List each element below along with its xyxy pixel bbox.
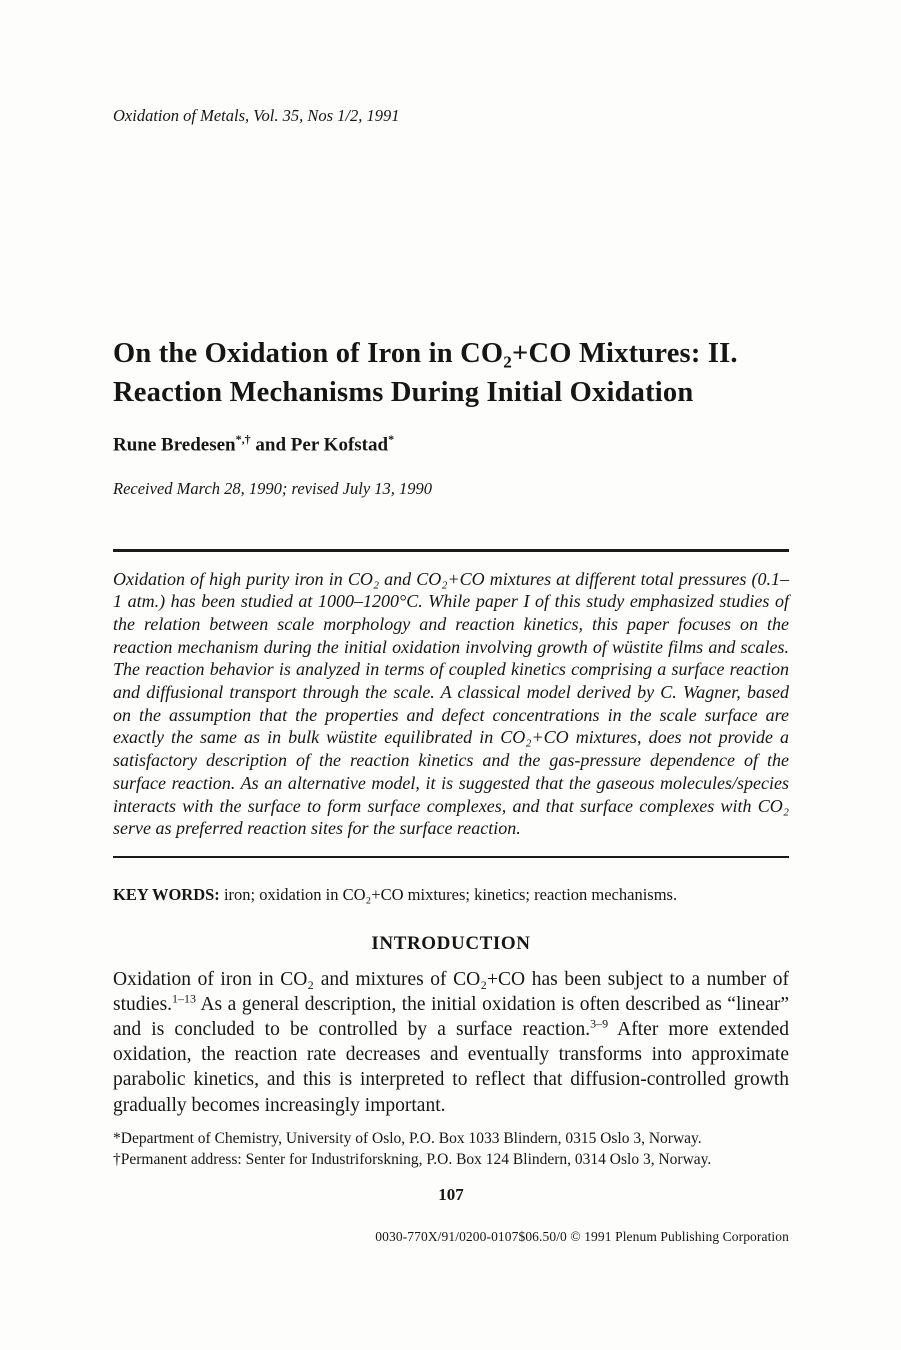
paper-title-line2: Reaction Mechanisms During Initial Oxidation (113, 377, 694, 409)
authors-line (113, 432, 789, 456)
section-heading-introduction: INTRODUCTION (371, 933, 531, 955)
author-affiliation-marks: * (388, 432, 395, 447)
author-affiliation-marks: *,† (235, 432, 251, 447)
abstract-text: Oxidation of high purity iron in CO₂ and CO₂+CO mixtures at different total pressures (0.1–1 atm.) has been studied at 1000–1200°C. While paper I of this study emphasized studies of the relation between scale morphology and reaction kinetics, this paper focuses on the reaction mechanism during the initial oxidation involving growth of wüstite films and scales. The reaction behavior is analyzed in terms of coupled kinetics comprising a surface reaction and diffusional transport through the scale. A classical model derived by C. Wagner, based on the assumption that the properties and defect concentrations in the scale surface are exactly the same as in bulk wüstite equilibrated in CO₂+CO mixtures, does not provide a satisfactory description of the reaction kinetics and the gas-pressure dependence of the surface reaction. As an alternative model, it is suggested that the gaseous molecules/species interacts with the surface to form surface complexes, and that surface complexes with CO₂ serve as preferred reaction sites for the surface reaction. (113, 568, 789, 839)
intro-paragraph (113, 967, 789, 1117)
intro-text-segment: As a general description, the initial oxidation is often described as “linear” and is concluded to be controlled by a surface reaction. (113, 994, 789, 1041)
abstract-top-rule (113, 549, 789, 552)
copyright-footer: 0030-770X/91/0200-0107$06.50/0 © 1991 Plenum Publishing Corporation (375, 1229, 789, 1245)
page-number: 107 (438, 1185, 464, 1205)
intro-text-segment: Oxidation of iron in CO₂ and mixtures of CO₂+CO has been subject to a number of studies. (113, 969, 789, 1016)
abstract-bottom-rule (113, 856, 789, 858)
keywords-label: KEY WORDS: (113, 884, 220, 904)
authors-connector: and (250, 434, 291, 456)
keywords-line (113, 884, 789, 905)
author-name: Rune Bredesen (113, 434, 236, 456)
received-dates-line: Received March 28, 1990; revised July 13, 1990 (113, 478, 433, 498)
footnote-affiliation: *Department of Chemistry, University of Oslo, P.O. Box 1033 Blindern, 0315 Oslo 3, Norway. (113, 1129, 702, 1147)
footnote-permanent-address: †Permanent address: Senter for Industriforskning, P.O. Box 124 Blindern, 0314 Oslo 3, Norway. (113, 1150, 712, 1168)
author-name: Per Kofstad (290, 434, 389, 456)
footnotes-block (113, 1128, 789, 1171)
paper-title-line1: On the Oxidation of Iron in CO₂+CO Mixtures: II. (113, 337, 738, 369)
intro-text-segment: After more extended oxidation, the reaction rate decreases and eventually transforms into approximate parabolic kinetics, and this is interpreted to reflect that diffusion-controlled growth gradually becomes increasingly important. (113, 1019, 790, 1116)
keywords-text: iron; oxidation in CO₂+CO mixtures; kinetics; reaction mechanisms. (219, 884, 678, 904)
journal-header: Oxidation of Metals, Vol. 35, Nos 1/2, 1991 (113, 106, 400, 125)
citation-reference: 3–9 (590, 1016, 609, 1031)
paper-title (113, 334, 789, 413)
citation-reference: 1–13 (172, 991, 197, 1006)
